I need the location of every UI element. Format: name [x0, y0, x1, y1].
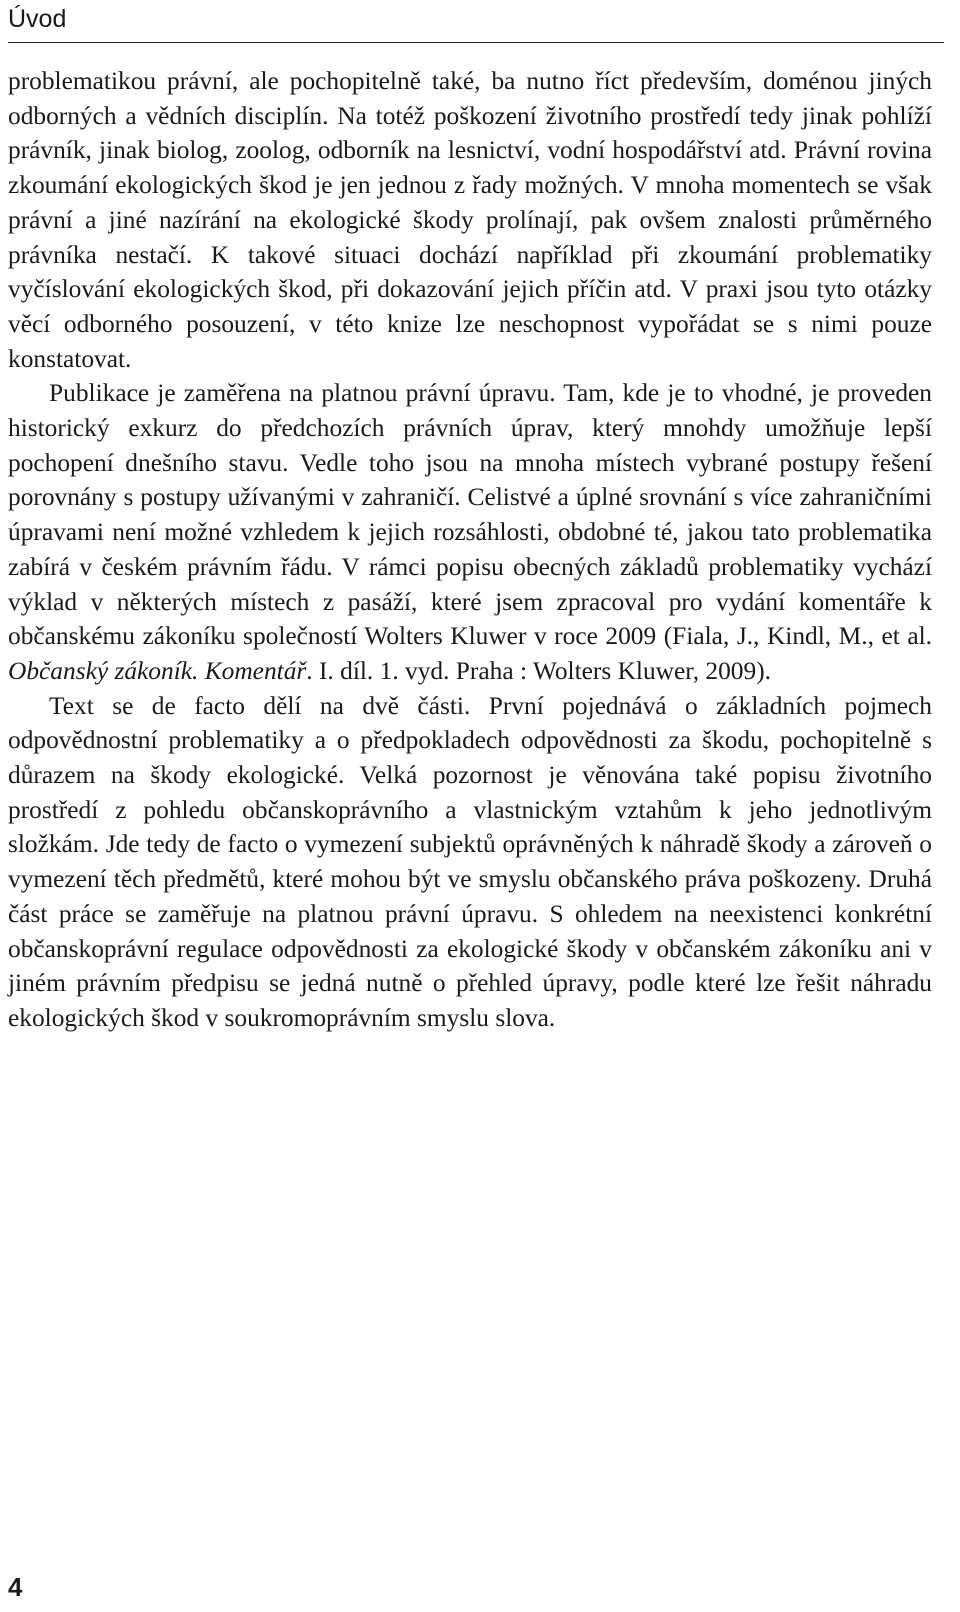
- body-text: [8, 64, 932, 1036]
- paragraph-2: [8, 376, 932, 688]
- paragraph-1: problematikou právní, ale pochopitelně také, ba nutno říct především, doménou jiných odborných a vědních disciplín. Na totéž poškození životního prostředí tedy jinak pohlíží právník, jinak biolog, zoolog, odborník na lesnictví, vodní hospodářství atd. Právní rovina zkoumání ekologických škod je jen jednou z řady možných. V mnoha momentech se však právní a jiné nazírání na ekologické škody prolínají, pak ovšem znalosti průměrného právníka nestačí. K takové situaci dochází například při zkoumání problematiky vyčíslování ekologických škod, při dokazování jejich příčin atd. V praxi jsou tyto otázky věcí odborného posouzení, v této knize lze neschopnost vypořádat se s nimi pouze konstatovat.: [8, 67, 932, 373]
- paragraph-2-text-end: . I. díl. 1. vyd. Praha : Wolters Kluwer, 2009).: [306, 656, 771, 685]
- header-divider: [8, 42, 944, 43]
- page-header-title: Úvod: [8, 5, 67, 33]
- paragraph-2-citation-title: Občanský zákoník. Komentář: [8, 656, 307, 685]
- paragraph-3: Text se de facto dělí na dvě části. První pojednává o základních pojmech odpovědnostní problematiky a o předpokladech odpovědnosti za škodu, pochopitelně s důrazem na škody ekologické. Velká pozornost je věnována také popisu životního prostředí z pohledu občanskoprávního a vlastnickým vztahům k jeho jednotlivým složkám. Jde tedy de facto o vymezení subjektů oprávněných k náhradě škody a zároveň o vymezení těch předmětů, které mohou být ve smyslu občanského práva poškozeny. Druhá část práce se zaměřuje na platnou právní úpravu. S ohledem na neexistenci konkrétní občanskoprávní regulace odpovědnosti za ekologické škody v občanském zákoníku ani v jiném právním předpisu se jedná nutně o přehled úpravy, podle které lze řešit náhradu ekologických škod v soukromoprávním smyslu slova.: [8, 691, 932, 1032]
- paragraph-2-text-start: Publikace je zaměřena na platnou právní úpravu. Tam, kde je to vhodné, je proveden historický exkurz do předchozích právních úprav, který mnohdy umožňuje lepší pochopení dnešního stavu. Vedle toho jsou na mnoha místech vybrané postupy řešení porovnány s postupy užívanými v zahraničí. Celistvé a úplné srovnání s více zahraničními úpravami není možné vzhledem k jejich rozsáhlosti, obdobné té, jakou tato problematika zabírá v českém právním řádu. V rámci popisu obecných základů problematiky vychází výklad v některých místech z pasáží, které jsem zpracoval pro vydání komentáře k občanskému zákoníku společností Wolters Kluwer v roce 2009 (Fiala, J., Kindl, M., et al.: [8, 379, 932, 651]
- page-number: 4: [8, 1572, 23, 1602]
